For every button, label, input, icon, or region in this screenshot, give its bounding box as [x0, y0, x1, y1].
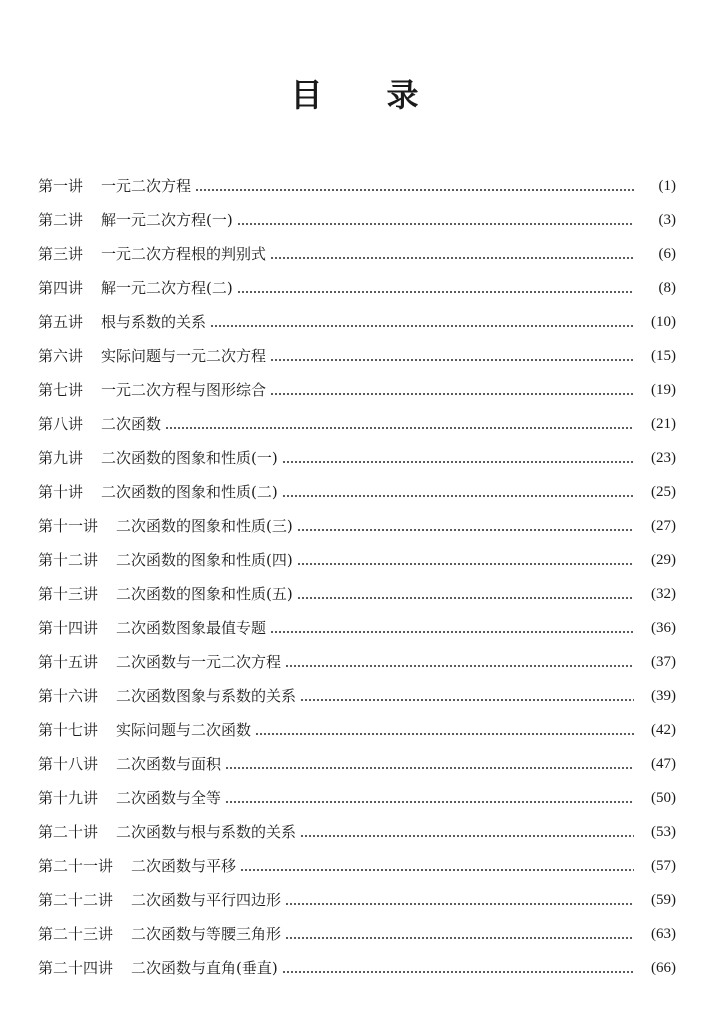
toc-topic: 二次函数与直角(垂直)	[131, 959, 278, 977]
toc-chapter: 第十二讲	[38, 551, 99, 569]
toc-topic: 二次函数与面积	[116, 755, 222, 773]
toc-page-number: (66)	[651, 960, 676, 976]
page-title	[0, 70, 711, 116]
toc-leader	[270, 346, 634, 366]
toc-topic: 二次函数与全等	[116, 789, 222, 807]
toc-topic: 二次函数的图象和性质(二)	[101, 483, 278, 501]
toc-chapter: 第十八讲	[38, 755, 99, 773]
toc-page-number: (57)	[651, 858, 676, 874]
toc-leader	[237, 210, 634, 230]
toc-entry[interactable]	[38, 672, 676, 706]
title-part-1: 目	[290, 76, 325, 114]
toc-chapter: 第十九讲	[38, 789, 99, 807]
toc-chapter: 第四讲	[38, 279, 84, 297]
toc-entry[interactable]	[38, 298, 676, 332]
toc-page-number: (32)	[651, 586, 676, 602]
toc-entry[interactable]	[38, 230, 676, 264]
table-of-contents	[38, 162, 676, 978]
toc-page-number: (59)	[651, 892, 676, 908]
toc-chapter: 第二十一讲	[38, 857, 114, 875]
toc-leader	[270, 618, 634, 638]
toc-topic: 一元二次方程根的判别式	[101, 245, 267, 263]
toc-topic: 二次函数的图象和性质(五)	[116, 585, 293, 603]
toc-leader	[270, 380, 634, 400]
toc-leader	[300, 822, 634, 842]
toc-page-number: (23)	[651, 450, 676, 466]
toc-leader	[300, 686, 634, 706]
toc-chapter: 第八讲	[38, 415, 84, 433]
toc-leader	[210, 312, 634, 332]
toc-entry[interactable]	[38, 740, 676, 774]
toc-leader	[225, 754, 634, 774]
toc-chapter: 第十七讲	[38, 721, 99, 739]
toc-entry[interactable]	[38, 502, 676, 536]
toc-chapter: 第十四讲	[38, 619, 99, 637]
toc-topic: 解一元二次方程(二)	[101, 279, 233, 297]
toc-topic: 二次函数图象最值专题	[116, 619, 267, 637]
toc-topic: 二次函数图象与系数的关系	[116, 687, 297, 705]
toc-entry[interactable]	[38, 638, 676, 672]
toc-page-number: (39)	[651, 688, 676, 704]
toc-leader	[282, 482, 634, 502]
toc-leader	[297, 516, 634, 536]
toc-page-number: (25)	[651, 484, 676, 500]
toc-topic: 二次函数的图象和性质(四)	[116, 551, 293, 569]
toc-page-number: (21)	[651, 416, 676, 432]
toc-page-number: (8)	[658, 280, 676, 296]
toc-leader	[165, 414, 634, 434]
toc-topic: 二次函数与平行四边形	[131, 891, 282, 909]
toc-page-number: (53)	[651, 824, 676, 840]
toc-page-number: (63)	[651, 926, 676, 942]
toc-topic: 二次函数与一元二次方程	[116, 653, 282, 671]
toc-chapter: 第二十二讲	[38, 891, 114, 909]
toc-page-number: (27)	[651, 518, 676, 534]
toc-chapter: 第二十四讲	[38, 959, 114, 977]
toc-leader	[240, 856, 634, 876]
toc-chapter: 第九讲	[38, 449, 84, 467]
toc-topic: 实际问题与二次函数	[116, 721, 252, 739]
toc-topic: 实际问题与一元二次方程	[101, 347, 267, 365]
toc-topic: 二次函数与等腰三角形	[131, 925, 282, 943]
toc-entry[interactable]	[38, 366, 676, 400]
toc-leader	[297, 584, 634, 604]
toc-entry[interactable]	[38, 774, 676, 808]
toc-topic: 二次函数	[101, 415, 162, 433]
toc-topic: 一元二次方程	[101, 177, 192, 195]
toc-page-number: (1)	[658, 178, 676, 194]
toc-chapter: 第二十三讲	[38, 925, 114, 943]
toc-entry[interactable]	[38, 570, 676, 604]
toc-topic: 二次函数与平移	[131, 857, 237, 875]
toc-chapter: 第十一讲	[38, 517, 99, 535]
toc-topic: 解一元二次方程(一)	[101, 211, 233, 229]
toc-leader	[285, 652, 634, 672]
toc-leader	[270, 244, 634, 264]
toc-leader	[195, 176, 634, 196]
title-part-2: 录	[386, 76, 421, 114]
toc-chapter: 第十五讲	[38, 653, 99, 671]
toc-topic: 一元二次方程与图形综合	[101, 381, 267, 399]
toc-page-number: (19)	[651, 382, 676, 398]
toc-chapter: 第二讲	[38, 211, 84, 229]
toc-entry[interactable]	[38, 876, 676, 910]
toc-topic: 二次函数的图象和性质(三)	[116, 517, 293, 535]
toc-entry[interactable]	[38, 910, 676, 944]
toc-entry[interactable]	[38, 842, 676, 876]
toc-page-number: (37)	[651, 654, 676, 670]
toc-leader	[255, 720, 634, 740]
toc-leader	[225, 788, 634, 808]
toc-page-number: (36)	[651, 620, 676, 636]
toc-page-number: (3)	[658, 212, 676, 228]
toc-topic: 二次函数的图象和性质(一)	[101, 449, 278, 467]
toc-entry[interactable]	[38, 332, 676, 366]
toc-chapter: 第三讲	[38, 245, 84, 263]
toc-leader	[285, 924, 634, 944]
toc-page-number: (50)	[651, 790, 676, 806]
toc-entry[interactable]	[38, 400, 676, 434]
toc-entry[interactable]	[38, 706, 676, 740]
toc-chapter: 第二十讲	[38, 823, 99, 841]
toc-chapter: 第十讲	[38, 483, 84, 501]
toc-entry[interactable]	[38, 468, 676, 502]
toc-entry[interactable]	[38, 196, 676, 230]
toc-leader	[285, 890, 634, 910]
toc-page-number: (42)	[651, 722, 676, 738]
toc-leader	[297, 550, 634, 570]
toc-leader	[282, 448, 634, 468]
toc-leader	[237, 278, 634, 298]
toc-entry[interactable]	[38, 536, 676, 570]
toc-page-number: (10)	[651, 314, 676, 330]
toc-chapter: 第五讲	[38, 313, 84, 331]
toc-entry[interactable]	[38, 944, 676, 978]
toc-chapter: 第十六讲	[38, 687, 99, 705]
toc-page-number: (29)	[651, 552, 676, 568]
toc-chapter: 第十三讲	[38, 585, 99, 603]
toc-page-number: (6)	[658, 246, 676, 262]
toc-page-number: (47)	[651, 756, 676, 772]
toc-entry[interactable]	[38, 434, 676, 468]
toc-chapter: 第六讲	[38, 347, 84, 365]
toc-leader	[282, 958, 634, 978]
toc-chapter: 第七讲	[38, 381, 84, 399]
toc-chapter: 第一讲	[38, 177, 84, 195]
toc-topic: 根与系数的关系	[101, 313, 207, 331]
toc-entry[interactable]	[38, 808, 676, 842]
toc-entry[interactable]	[38, 162, 676, 196]
toc-page-number: (15)	[651, 348, 676, 364]
toc-entry[interactable]	[38, 264, 676, 298]
toc-entry[interactable]	[38, 604, 676, 638]
toc-topic: 二次函数与根与系数的关系	[116, 823, 297, 841]
